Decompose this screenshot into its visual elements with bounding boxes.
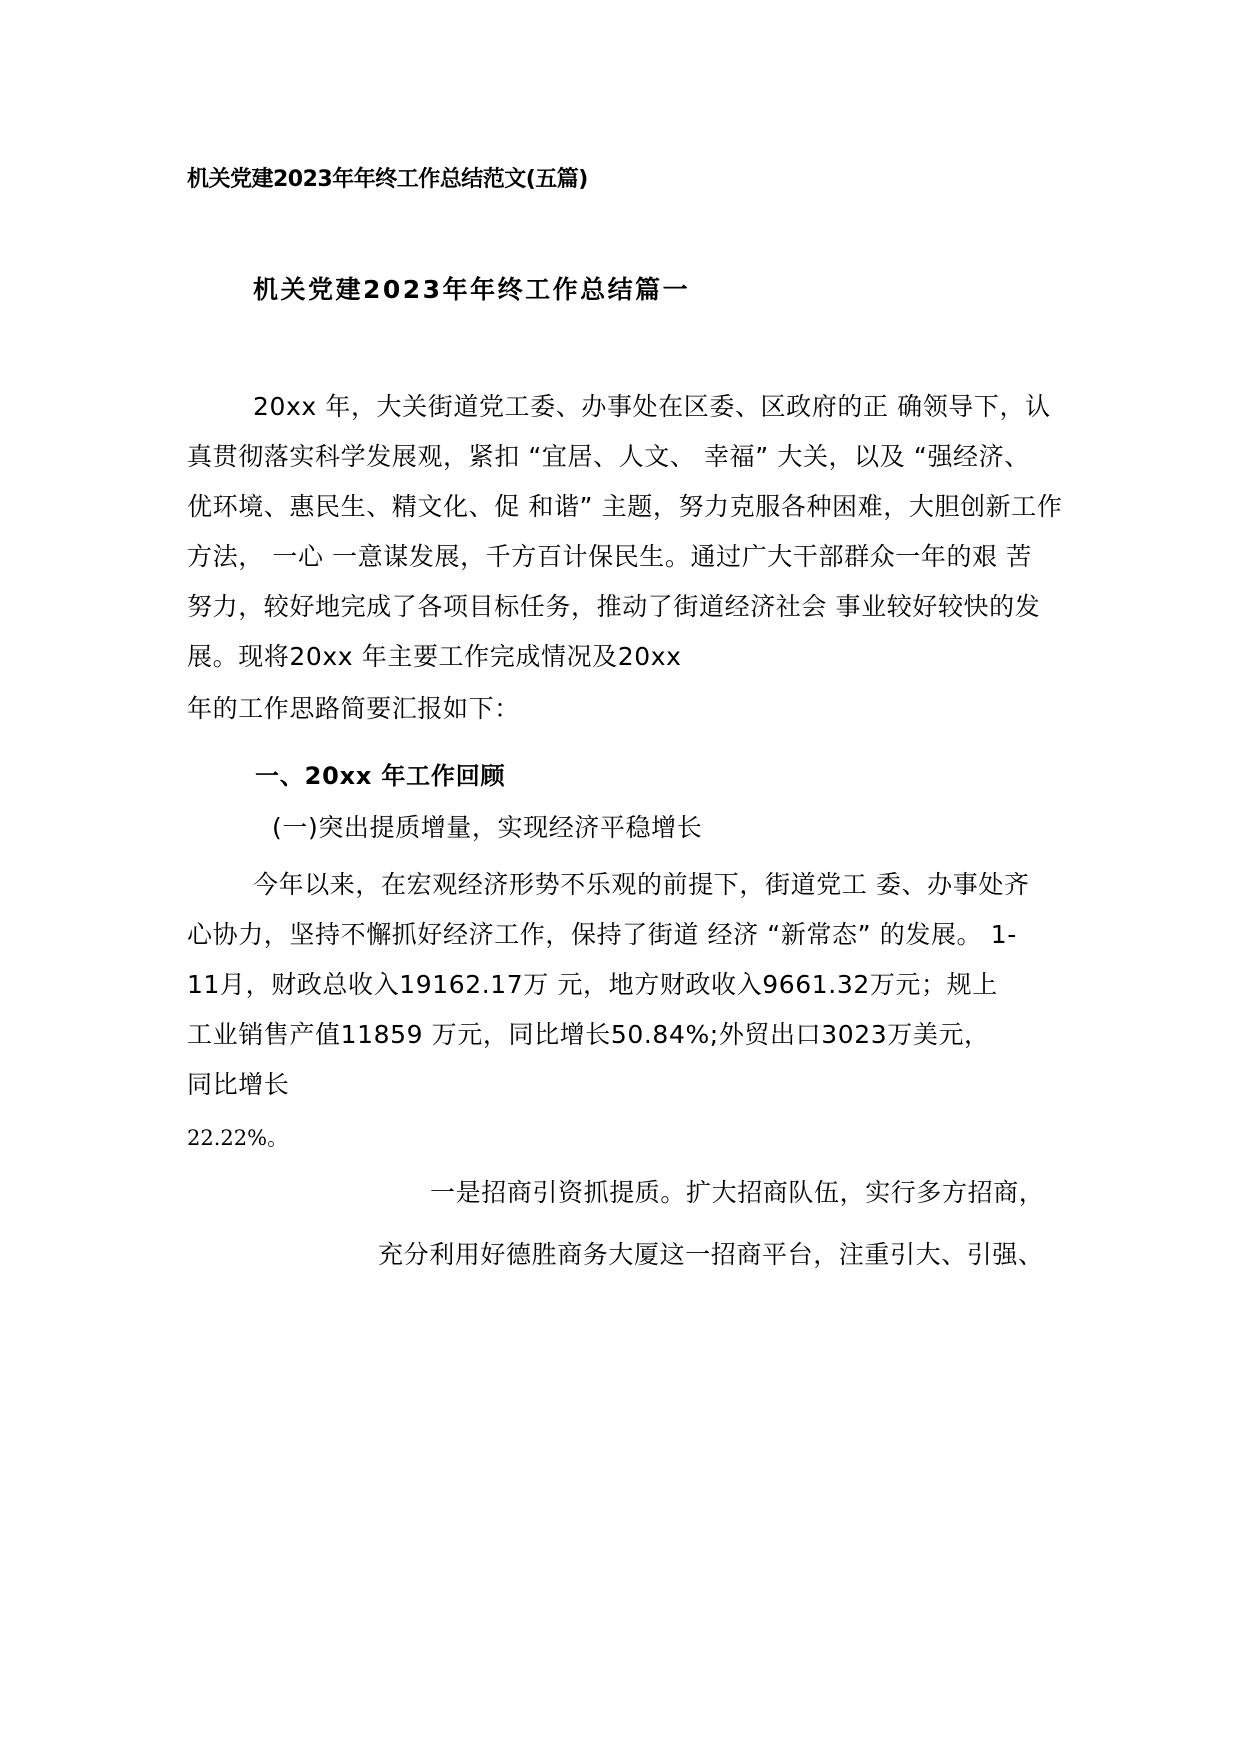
para1-line-1: 今年以来，在宏观经济形势不乐观的前提下，街道党工 委、办事处齐 <box>253 870 1030 899</box>
document-title: 机关党建2023年年终工作总结范文(五篇) <box>187 167 588 192</box>
para1-line-2: 心协力，坚持不懈抓好经济工作，保持了街道 经济 “新常态” 的发展。 1- <box>187 920 1017 949</box>
para2-line-1: 一是招商引资抓提质。扩大招商队伍，实行多方招商， <box>430 1178 1045 1207</box>
intro-line-6: 展。现将20xx 年主要工作完成情况及20xx <box>187 642 682 671</box>
para1-line-4: 工业销售产值11859 万元，同比增长50.84%;外贸出口3023万美元， <box>187 1020 990 1049</box>
intro-line-7: 年的工作思路简要汇报如下： <box>187 694 520 723</box>
subheading-economy: (一)突出提质增量，实现经济平稳增长 <box>272 813 703 842</box>
section-title: 机关党建2023年年终工作总结篇一 <box>253 275 691 304</box>
para2-line-2: 充分利用好德胜商务大厦这一招商平台，注重引大、引强、 <box>378 1240 1044 1269</box>
para1-line-6: 22.22%。 <box>187 1126 289 1150</box>
intro-line-5: 努力，较好地完成了各项目标任务，推动了街道经济社会 事业较好较快的发 <box>187 592 1041 621</box>
intro-line-1: 20xx 年，大关街道党工委、办事处在区委、区政府的正 确领导下，认 <box>253 392 1051 421</box>
heading-work-review: 一、20xx 年工作回顾 <box>255 762 506 790</box>
intro-line-2: 真贯彻落实科学发展观，紧扣 “宜居、人文、 幸福” 大关，以及 “强经济、 <box>187 442 1030 471</box>
para1-line-5: 同比增长 <box>187 1070 290 1099</box>
intro-line-3: 优环境、惠民生、精文化、促 和谐” 主题，努力克服各种困难，大胆创新工作 <box>187 492 1063 521</box>
intro-line-4: 方法， 一心 一意谋发展，千方百计保民生。通过广大干部群众一年的艰 苦 <box>187 542 1032 571</box>
para1-line-3: 11月，财政总收入19162.17万 元，地方财政收入9661.32万元；规上 <box>187 970 998 999</box>
